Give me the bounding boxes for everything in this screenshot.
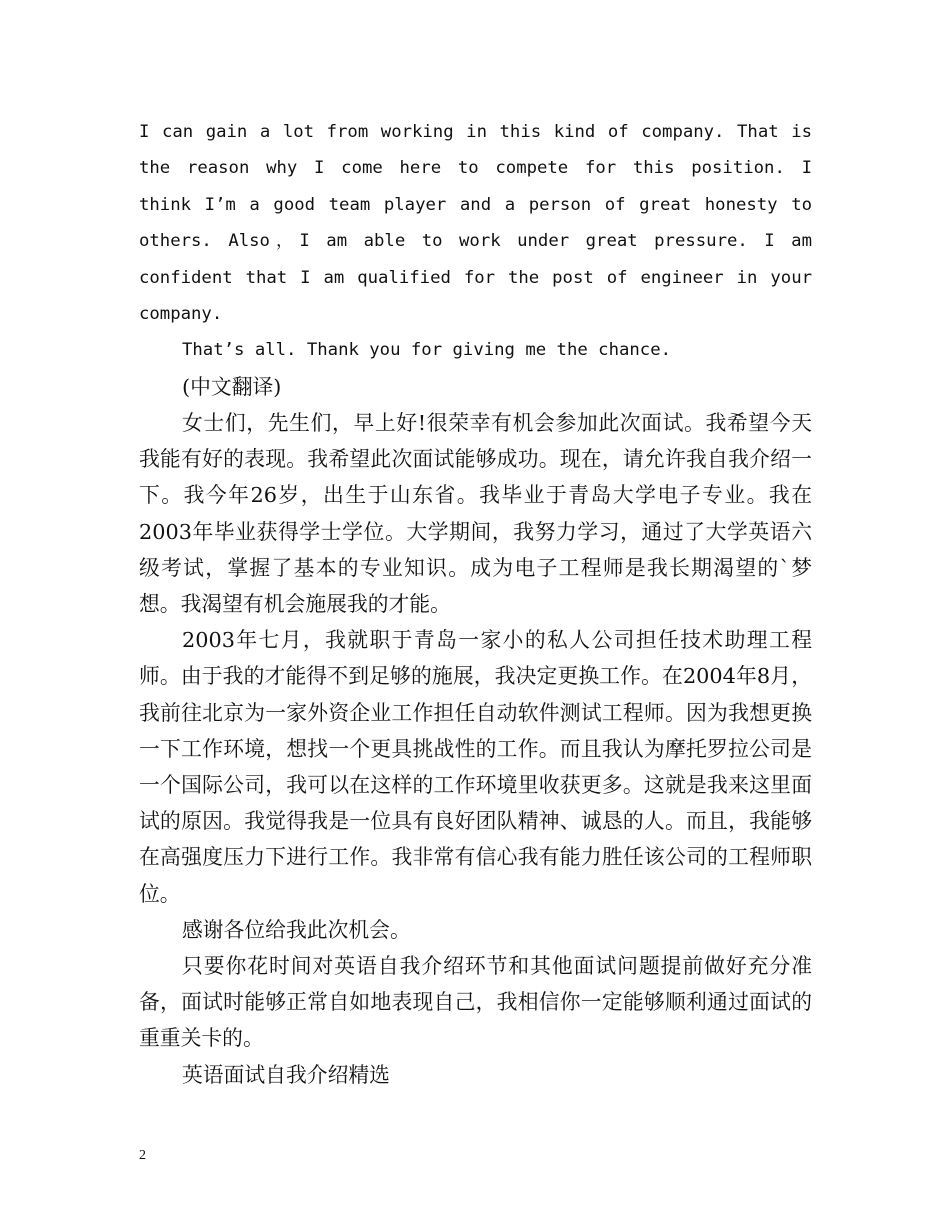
chinese-paragraph: 2003年七月，我就职于青岛一家小的私人公司担任技术助理工程师。由于我的才能得不到足够的施展，我决定更换工作。在2004年8月，我前往北京为一家外资企业工作担任自动软件测试工程师。因为我想更换一下工作环境，想找一个更具挑战性的工作。而且我认为摩托罗拉公司是一个国际公司，我可以在这样的工作环境里收获更多。这就是我来这里面试的原因。我觉得我是一位具有良好团队精神、诚恳的人。而且，我能够在高强度压力下进行工作。我非常有信心我有能力胜任该公司的工程师职位。 [139, 628, 812, 906]
english-closing: That’s all. Thank you for giving me the chance. [182, 340, 671, 361]
text-line: company. [139, 303, 223, 324]
chinese-paragraph: 只要你花时间对英语自我介绍环节和其他面试问题提前做好充分准备，面试时能够正常自如地表现自己，我相信你一定能够顺利通过面试的重重关卡的。 [139, 954, 812, 1051]
chinese-paragraph: 感谢各位给我此次机会。 [182, 917, 411, 942]
translation-heading: (中文翻译) [182, 374, 282, 399]
page-number: 2 [139, 1148, 146, 1163]
text-line: the reason why I come here to compete for this position. I [139, 158, 812, 179]
document-body [139, 114, 812, 1093]
chinese-paragraph: 女士们，先生们，早上好!很荣幸有机会参加此次面试。我希望今天我能有好的表现。我希望此次面试能够成功。现在，请允许我自我介绍一下。我今年26岁，出生于山东省。我毕业于青岛大学电子专业。我在2003年毕业获得学士学位。大学期间，我努力学习，通过了大学英语六级考试，掌握了基本的专业知识。成为电子工程师是我长期渴望的`梦想。我渴望有机会施展我的才能。 [139, 410, 812, 616]
section-title: 英语面试自我介绍精选 [182, 1062, 390, 1087]
text-line: confident that I am qualified for the post of engineer in your [139, 267, 812, 288]
text-line: I can gain a lot from working in this kind of company. That is [139, 122, 812, 142]
text-line: think I’m a good team player and a person of great honesty to [139, 194, 812, 215]
text-line: others. Also，I am able to work under great pressure. I am [139, 231, 812, 252]
english-paragraph [139, 114, 812, 332]
